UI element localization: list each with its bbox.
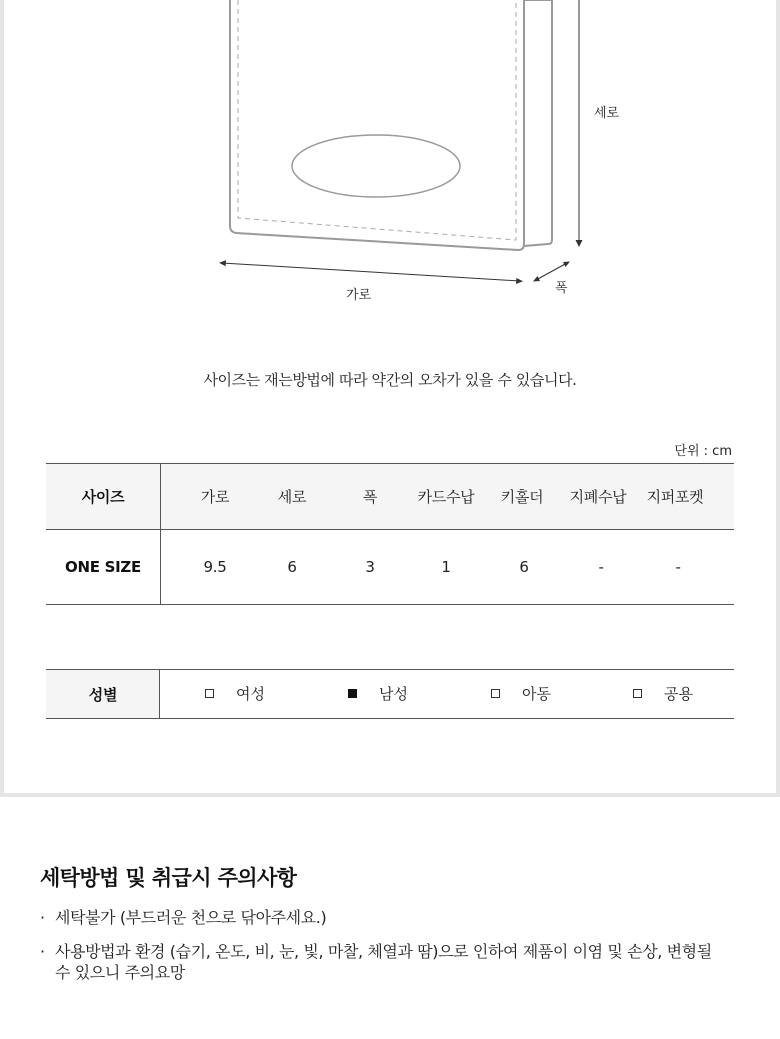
gender-option-male — [348, 682, 408, 704]
gender-option-label: 아동 — [522, 684, 551, 703]
width-label: 가로 — [346, 288, 372, 303]
product-dimension-diagram — [0, 0, 780, 320]
unit-label: 단위 : cm — [674, 444, 732, 459]
size-table-bottom-border — [46, 604, 734, 605]
depth-label: 폭 — [555, 281, 568, 296]
gender-option-label: 여성 — [236, 684, 265, 703]
width-dimension-line — [222, 263, 520, 281]
size-value-cell: 1 — [441, 558, 451, 576]
gender-option-female — [205, 682, 265, 704]
care-instruction-text: 사용방법과 환경 (습기, 온도, 비, 눈, 빛, 마찰, 체열과 땀)으로 인하여 제품이 이염 및 손상, 변형될 수 있으니 주의요망 — [55, 942, 712, 982]
gender-table-bottom-border — [46, 718, 734, 719]
size-row-label: ONE SIZE — [65, 558, 141, 576]
width-arrowhead-right-icon — [516, 278, 523, 284]
gender-option-unisex — [633, 682, 693, 704]
wallet-back-outline — [524, 0, 552, 246]
size-value-cell: 3 — [365, 558, 375, 576]
column-header: 지퍼포켓 — [646, 488, 704, 506]
wallet-stitching — [238, 0, 516, 240]
logo-ellipse-icon — [292, 135, 460, 197]
column-header: 세로 — [277, 488, 307, 506]
height-label: 세로 — [594, 106, 620, 121]
column-header: 카드수납 — [417, 488, 475, 506]
size-value-cell: 9.5 — [203, 558, 227, 576]
gender-option-label: 공용 — [664, 684, 693, 703]
size-value-cell: - — [598, 558, 604, 576]
measurement-note: 사이즈는 재는방법에 따라 약간의 오차가 있을 수 있습니다. — [203, 371, 577, 389]
unchecked-box-icon — [205, 689, 214, 698]
column-header: 키홀더 — [500, 488, 544, 506]
size-value-cell: - — [675, 558, 681, 576]
size-table-label-divider — [160, 463, 161, 605]
height-arrowhead-icon — [576, 240, 583, 247]
size-value-cell: 6 — [287, 558, 297, 576]
size-header-label: 사이즈 — [81, 488, 125, 506]
wallet-front-outline — [230, 0, 524, 250]
care-instruction-item — [40, 907, 730, 928]
gender-option-label: 남성 — [379, 684, 408, 703]
care-instructions-title: 세탁방법 및 취급시 주의사항 — [40, 866, 297, 890]
care-instruction-item — [40, 941, 720, 983]
column-header: 지폐수납 — [569, 488, 627, 506]
unchecked-box-icon — [633, 689, 642, 698]
width-arrowhead-left-icon — [219, 260, 226, 266]
bullet-icon: · — [40, 908, 45, 927]
column-header: 폭 — [362, 488, 378, 506]
unchecked-box-icon — [491, 689, 500, 698]
care-instruction-text: 세탁불가 (부드러운 천으로 닦아주세요.) — [55, 908, 327, 927]
bullet-icon: · — [40, 942, 45, 961]
checked-box-icon — [348, 689, 357, 698]
gender-label: 성별 — [88, 685, 118, 704]
column-header: 가로 — [200, 488, 230, 506]
gender-option-kids — [491, 682, 551, 704]
size-value-cell: 6 — [519, 558, 529, 576]
